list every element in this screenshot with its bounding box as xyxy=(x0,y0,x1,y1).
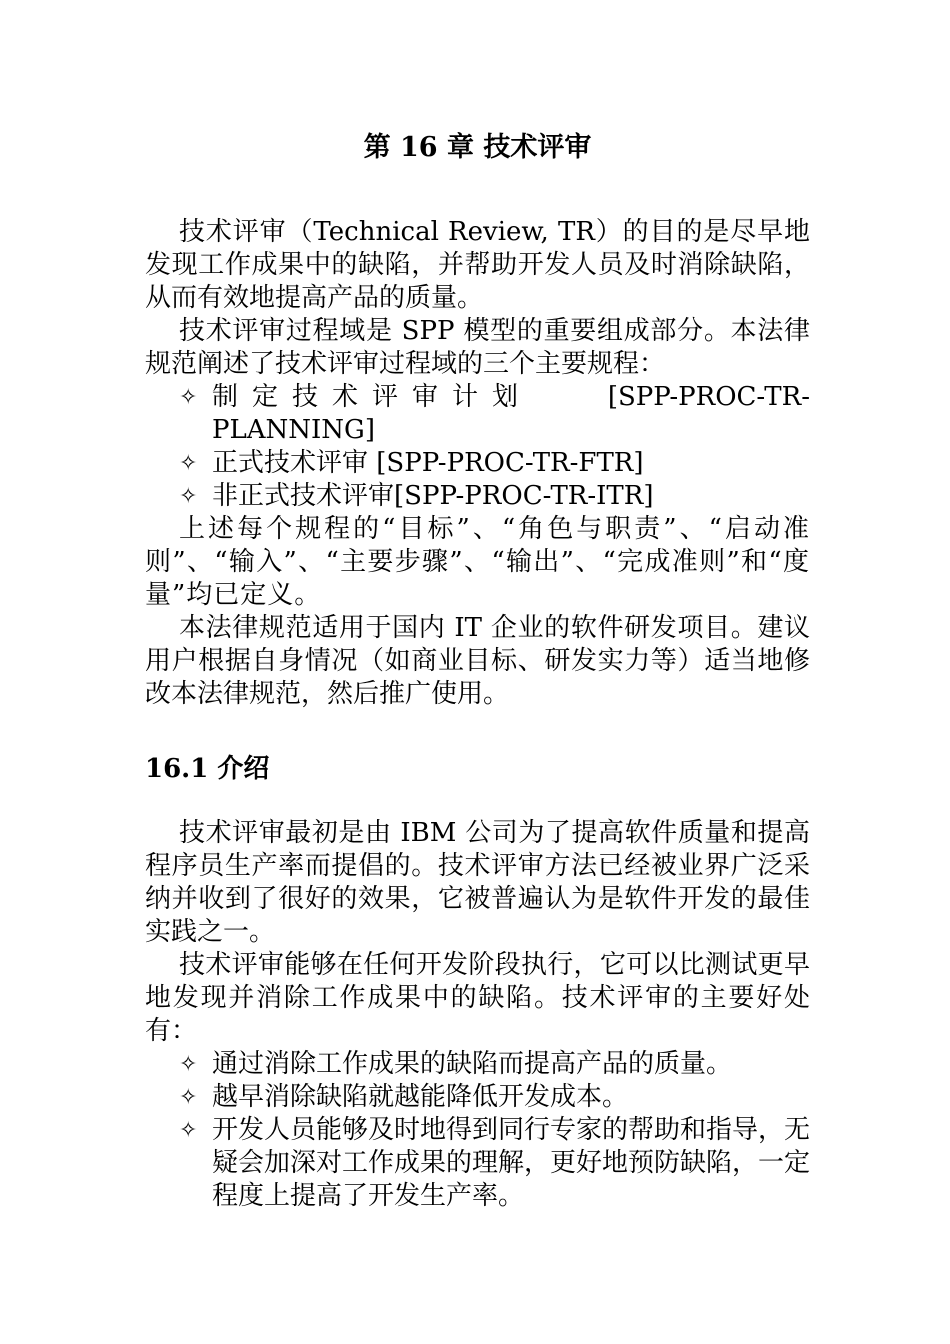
list-item xyxy=(145,1048,810,1081)
benefits-list xyxy=(145,1048,810,1213)
diamond-star-icon: ✧ xyxy=(179,1118,198,1143)
section-paragraph-2: 技术评审能够在任何开发阶段执行，它可以比测试更早地发现并消除工作成果中的缺陷。技术评审的主要好处有： xyxy=(145,950,810,1046)
diamond-star-icon: ✧ xyxy=(179,385,198,410)
chapter-title: 第 16 章 技术评审 xyxy=(363,132,592,163)
procedure-list xyxy=(145,381,810,513)
list-item-code-continued: PLANNING] xyxy=(212,415,375,445)
list-item xyxy=(145,447,810,480)
intro-paragraph-3: 上述每个规程的“目标”、“角色与职责”、“启动准则”、“输入”、“主要步骤”、“输出”、“完成准则”和“度量”均已定义。 xyxy=(145,514,810,610)
list-item-text: 越早消除缺陷就越能降低开发成本。 xyxy=(212,1082,629,1112)
intro-paragraph-4: 本法律规范适用于国内 IT 企业的软件研发项目。建议用户根据自身情况（如商业目标、研发实力等）适当地修改本法律规范，然后推广使用。 xyxy=(145,613,810,709)
intro-paragraph-1: 技术评审（Technical Review, TR）的目的是尽早地发现工作成果中的缺陷，并帮助开发人员及时消除缺陷，从而有效地提高产品的质量。 xyxy=(145,217,810,313)
diamond-star-icon: ✧ xyxy=(179,1085,198,1110)
diamond-star-icon: ✧ xyxy=(179,451,198,476)
list-item-text: 正式技术评审 [SPP-PROC-TR-FTR] xyxy=(212,448,644,478)
list-item xyxy=(145,480,810,513)
section-paragraph-1: 技术评审最初是由 IBM 公司为了提高软件质量和提高程序员生产率而提倡的。技术评审方法已经被业界广泛采纳并收到了很好的效果，它被普遍认为是软件开发的最佳实践之一。 xyxy=(145,818,810,947)
list-item-text: 开发人员能够及时地得到同行专家的帮助和指导，无疑会加深对工作成果的理解，更好地预防缺陷，一定程度上提高了开发生产率。 xyxy=(212,1115,811,1211)
list-item-code: [SPP-PROC-TR- xyxy=(607,382,810,412)
diamond-star-icon: ✧ xyxy=(179,1052,198,1077)
intro-paragraph-2: 技术评审过程域是 SPP 模型的重要组成部分。本法律规范阐述了技术评审过程域的三个主要规程： xyxy=(145,316,810,379)
section-title: 16.1 介绍 xyxy=(145,754,270,784)
list-item-text: 通过消除工作成果的缺陷而提高产品的质量。 xyxy=(212,1049,733,1079)
list-item xyxy=(145,1114,810,1213)
document-page xyxy=(145,128,810,1213)
list-item-text: 制定技术评审计划 xyxy=(212,382,533,412)
list-item-text: 非正式技术评审[SPP-PROC-TR-ITR] xyxy=(212,481,654,511)
diamond-star-icon: ✧ xyxy=(179,484,198,509)
list-item xyxy=(145,381,810,447)
list-item xyxy=(145,1081,810,1114)
